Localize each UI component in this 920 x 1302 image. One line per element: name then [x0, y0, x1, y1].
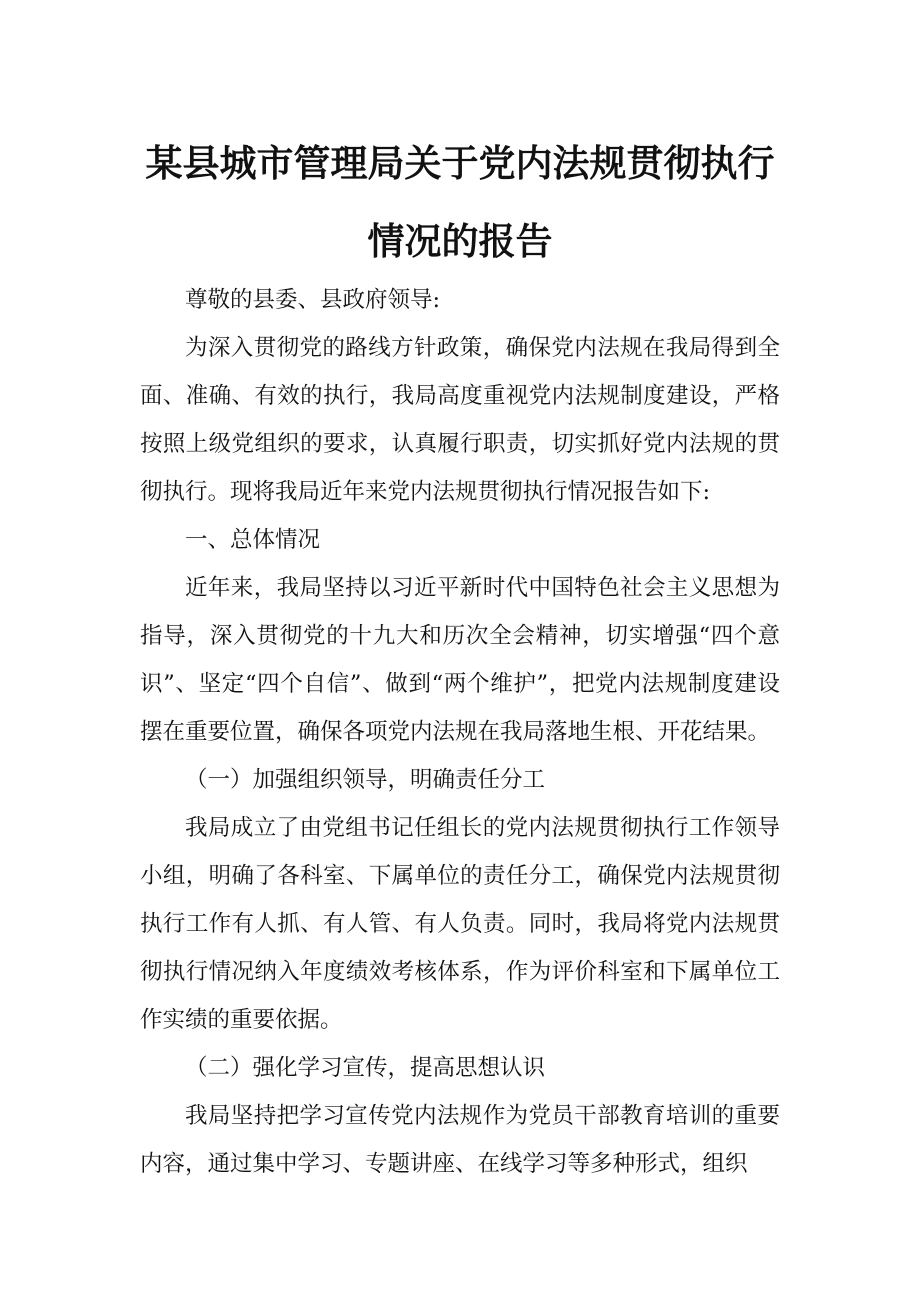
subsection-1-paragraph: 我局成立了由党组书记任组长的党内法规贯彻执行工作领导小组，明确了各科室、下属单位的责任分工，确保党内法规贯彻执行工作有人抓、有人管、有人负责。同时，我局将党内法规贯彻执行情况纳入年度绩效考核体系，作为评价科室和下属单位工作实绩的重要依据。 [140, 815, 780, 1033]
document-body [140, 276, 780, 1188]
subsection-heading-2: （二）强化学习宣传，提高思想认识 [185, 1055, 546, 1081]
subsection-heading-1: （一）加强组织领导，明确责任分工 [185, 767, 546, 793]
document-title-line-2: 情况的报告 [367, 220, 553, 263]
document-title-line-1: 某县城市管理局关于党内法规贯彻执行 [145, 142, 775, 185]
subsection-2-paragraph: 我局坚持把学习宣传党内法规作为党员干部教育培训的重要内容，通过集中学习、专题讲座、在线学习等多种形式，组织 [140, 1103, 780, 1177]
section-heading-overall: 一、总体情况 [185, 527, 321, 553]
salutation: 尊敬的县委、县政府领导: [185, 287, 441, 313]
section-overall-paragraph: 近年来，我局坚持以习近平新时代中国特色社会主义思想为指导，深入贯彻党的十九大和历次全会精神，切实增强“四个意识”、坚定“四个自信”、做到“两个维护”，把党内法规制度建设摆在重要位置，确保各项党内法规在我局落地生根、开花结果。 [140, 575, 780, 745]
intro-paragraph: 为深入贯彻党的路线方针政策，确保党内法规在我局得到全面、准确、有效的执行，我局高度重视党内法规制度建设，严格按照上级党组织的要求，认真履行职责，切实抓好党内法规的贯彻执行。现将我局近年来党内法规贯彻执行情况报告如下: [140, 335, 780, 505]
